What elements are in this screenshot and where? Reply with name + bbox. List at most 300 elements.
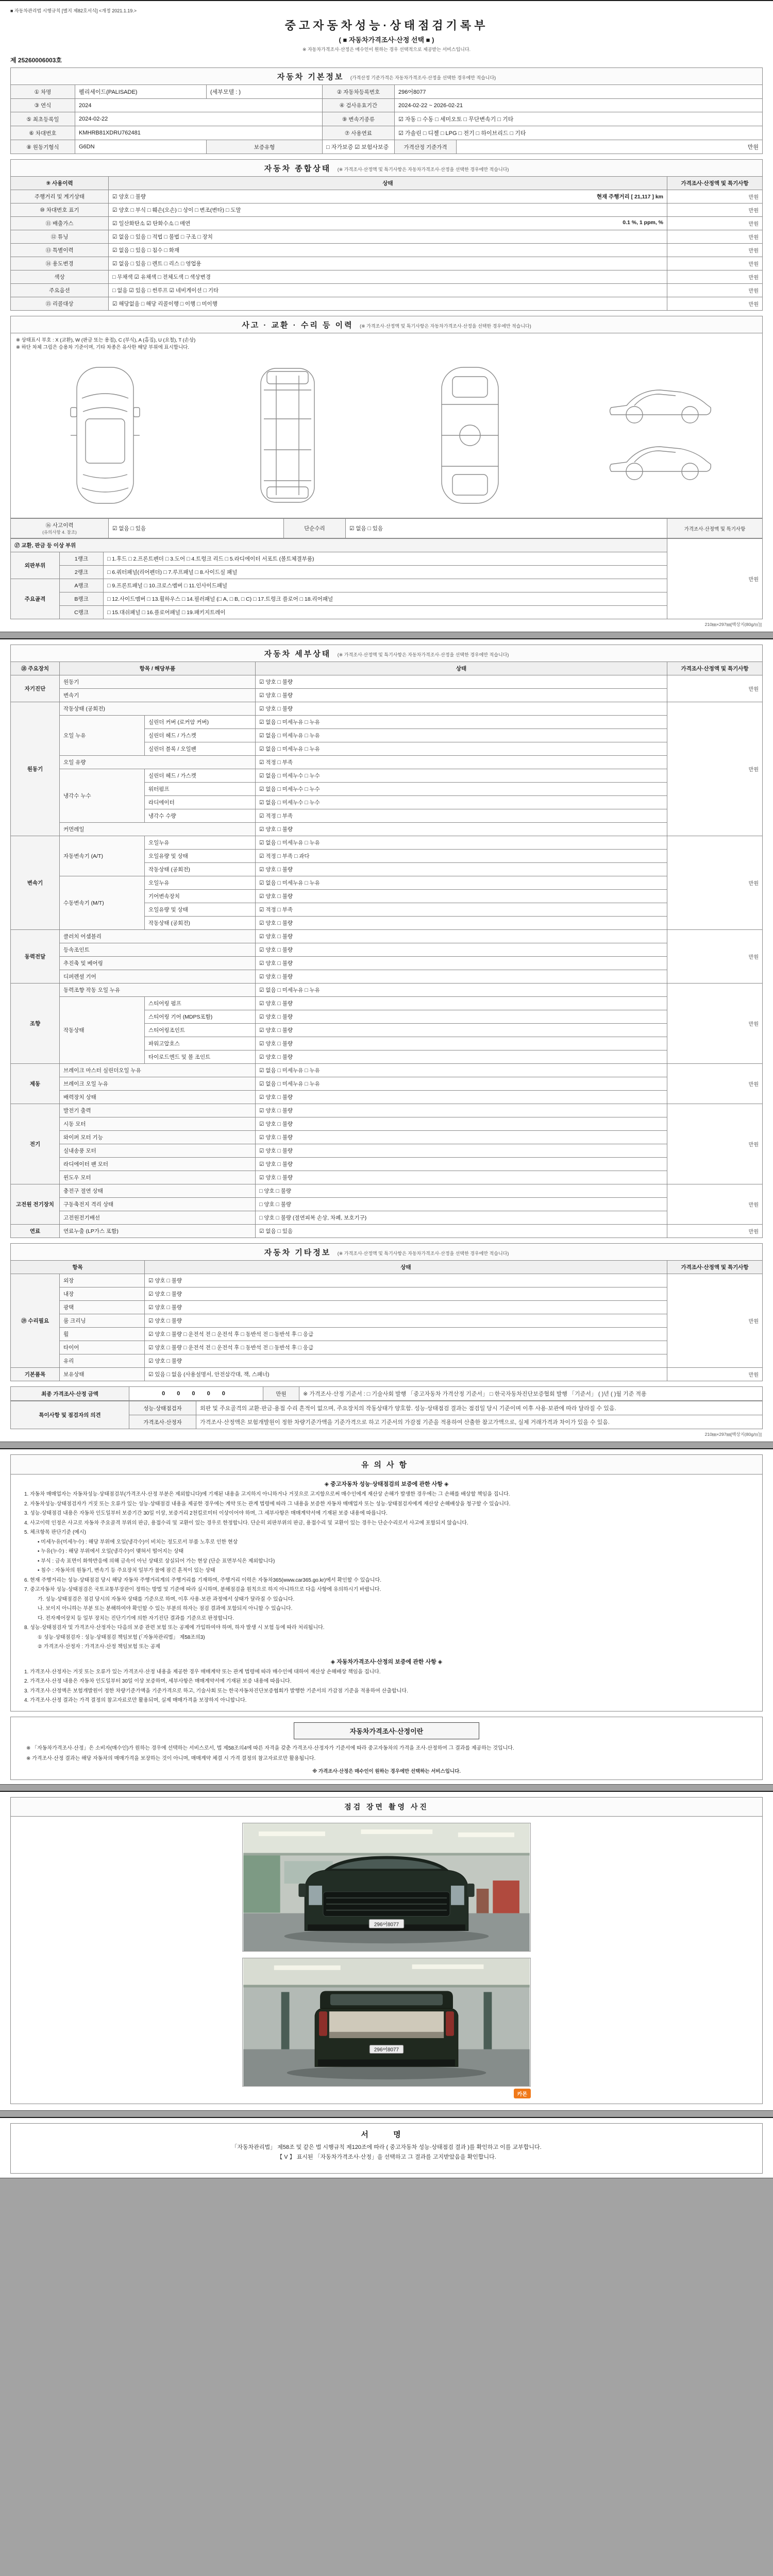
subitem-label: 파워고압호스 xyxy=(145,1037,256,1050)
notes-list-2 xyxy=(11,1668,762,1706)
state-checks: ☑ 없음 □ 있음 □ 침수 □ 화재 xyxy=(112,247,180,253)
item-label: 보유상태 xyxy=(60,1368,145,1381)
item-label: 고전원전기배선 xyxy=(60,1211,256,1225)
item-state: ☑ 없음 □ 미세누유 □ 누유 xyxy=(256,876,667,890)
device-category: 제동 xyxy=(11,1064,60,1104)
notes-list-1 xyxy=(11,1490,762,1652)
item-label: 커먼레일 xyxy=(60,823,256,836)
item-label: 윈도우 모터 xyxy=(60,1171,256,1184)
item-state: ☑ 없음 □ 미세누수 □ 누수 xyxy=(256,783,667,796)
basic-info-table xyxy=(10,84,763,154)
comprehensive-table xyxy=(10,176,763,311)
item-state: ☑ 양호 □ 불량 xyxy=(145,1274,667,1287)
item-state: ☑ 양호 □ 불량 xyxy=(256,1037,667,1050)
detail-row xyxy=(11,1064,763,1077)
inspection-photo-rear xyxy=(242,1958,531,2087)
comp-row xyxy=(11,190,763,204)
item-state: ☑ 양호 □ 불량 xyxy=(256,702,667,716)
item-label: 변속기 xyxy=(60,689,256,702)
item-state: ☑ 양호 □ 불량 xyxy=(256,1117,667,1131)
price-column-header: 가격조사·산정액 및 특기사항 xyxy=(667,519,763,538)
simple-repair-state: ☑ 없음 □ 있음 xyxy=(346,519,667,538)
field-label: ③ 연식 xyxy=(11,99,75,112)
detail-row xyxy=(11,1158,763,1171)
detail-row xyxy=(11,1198,763,1211)
item-label: 등속조인트 xyxy=(60,943,256,957)
price-cell: 만원 xyxy=(667,1184,763,1225)
item-label: 연료누출 (LP가스 포함) xyxy=(60,1225,256,1238)
item-state: ☑ 양호 □ 불량 xyxy=(256,1104,667,1117)
detail-row xyxy=(11,675,763,689)
detail-row xyxy=(11,957,763,970)
detail-row xyxy=(11,689,763,702)
section-etc-title: 자동차 기타정보 xyxy=(264,1248,331,1257)
field-label: ⑤ 최초등록일 xyxy=(11,112,75,126)
state-checks: ☑ 해당없음 □ 해당 리콜이행 □ 이행 □ 미이행 xyxy=(112,301,217,307)
rank-category: 외판부위 xyxy=(11,552,60,579)
note-line: ① 성능·상태점검자 : 성능·상태점검 책임보험 (「자동차관리법」 제58조의3) xyxy=(38,1634,205,1640)
rank-items: □ 1.후드 □ 2.프론트펜더 □ 3.도어 □ 4.트렁크 리드 □ 5.라디에이터 서포트 (볼트체결부품) xyxy=(104,552,667,566)
item-label: 내장 xyxy=(60,1287,145,1301)
item-label: 냉각수 누수 xyxy=(60,769,145,823)
item-label: 휠 xyxy=(60,1328,145,1341)
state-checks: ☑ 없음 □ 있음 □ 렌트 □ 리스 □ 영업용 xyxy=(112,261,201,267)
accident-history-state: ☑ 없음 □ 있음 xyxy=(109,519,284,538)
price-cell: 만원 xyxy=(667,1274,763,1368)
detail-row xyxy=(11,716,763,729)
price-cell: 만원 xyxy=(667,230,763,244)
note-line: ② 가격조사·산정자 : 가격조사·산정 책임보험 또는 공제 xyxy=(38,1644,160,1650)
item-state: ☑ 양호 □ 불량 xyxy=(145,1301,667,1314)
state-checks: ☑ 일산화탄소 ☑ 탄화수소 □ 매연 xyxy=(112,221,191,227)
table-header-row xyxy=(11,662,763,675)
section-etc-header xyxy=(10,1243,763,1260)
table-row xyxy=(11,519,763,538)
item-label: 라디에이터 팬 모터 xyxy=(60,1158,256,1171)
item-state: ☑ 없음 □ 미세누유 □ 누유 xyxy=(256,1077,667,1091)
subitem-label: 작동상태 (공회전) xyxy=(145,917,256,930)
field-value: ☑ 가솔린 □ 디젤 □ LPG □ 전기 □ 하이브리드 □ 기타 xyxy=(395,126,763,140)
item-label: 오일 누유 xyxy=(60,716,145,756)
item-label: 자동변속기 (A/T) xyxy=(60,836,145,876)
car-diagram-side-views xyxy=(575,358,745,513)
photo-section xyxy=(10,1797,763,2104)
device-category: 조향 xyxy=(11,984,60,1064)
detail-row xyxy=(11,1171,763,1184)
subitem-label: 실린더 헤드 / 가스켓 xyxy=(145,729,256,742)
item-state: ☑ 양호 □ 불량 xyxy=(256,1171,667,1184)
note-line: 다. 전자제어장치 등 일부 장치는 진단기기에 의한 자기진단 결과를 기준으로 판정합니다. xyxy=(38,1615,234,1621)
subitem-label: 워터펌프 xyxy=(145,783,256,796)
price-cell: 만원 xyxy=(667,1064,763,1104)
item-state xyxy=(109,244,667,257)
item-label: 색상 xyxy=(11,270,109,284)
photo-watermark xyxy=(242,2089,531,2098)
device-category: 연료 xyxy=(11,1225,60,1238)
note-line: 4. 사고이력 인정은 사고로 자동차 주요골격 부위의 판금, 용접수리 및 교환이 있는 경우로 한정합니다. 단순히 외판부위의 판금, 용접수리 및 교환이 있는 경우는 단순수리로서 사고에 포함되지 않습니다. xyxy=(24,1520,468,1526)
detail-row xyxy=(11,1144,763,1158)
section-basic-note: (가격산정 기준가격은 자동차가격조사·산정을 선택한 경우에만 적습니다) xyxy=(350,75,496,80)
exchange-rank-table xyxy=(10,538,763,619)
document-number: 제 25260006003호 xyxy=(10,57,62,64)
section-accident-title: 사고 · 교환 · 수리 등 이력 xyxy=(242,321,354,330)
item-state: ☑ 양호 □ 불량 xyxy=(256,1010,667,1024)
page-5 xyxy=(0,2117,773,2179)
table-row xyxy=(11,112,763,126)
item-label: ⑩ 차대번호 표기 xyxy=(11,204,109,217)
item-state: ☑ 없음 □ 미세누유 □ 누유 xyxy=(256,1064,667,1077)
note-line: 4. 가격조사·산정 결과는 가격 결정의 참고자료로만 활용되며, 실제 매매가격을 보장하지 아니합니다. xyxy=(24,1698,247,1703)
item-state: ☑ 양호 □ 불량 xyxy=(256,1144,667,1158)
item-state: ☑ 양호 □ 불량 xyxy=(256,1091,667,1104)
column-header: 항목 xyxy=(11,1261,145,1274)
comp-row xyxy=(11,257,763,270)
document-subtitle: ( ■ 자동차가격조사·산정 선택 ■ ) xyxy=(339,36,434,44)
price-basis-note: ※ 가격조사·산정 기준서 : □ 기술사회 발행 「중고자동차 가격산정 기준서」 □ 한국자동차진단보증협회 발행 「기준서」 ( )년 ( )월 기준 적용 xyxy=(299,1387,763,1401)
item-state: ☑ 양호 □ 불량 xyxy=(145,1354,667,1368)
item-state xyxy=(109,270,667,284)
detail-row xyxy=(11,1117,763,1131)
item-state xyxy=(109,230,667,244)
price-appraisal-info-box xyxy=(10,1717,763,1780)
state-checks: ☑ 양호 □ 불량 xyxy=(112,194,146,200)
price-cell: 만원 xyxy=(667,1368,763,1381)
watermark-badge: 카몬 xyxy=(514,2089,531,2098)
comp-row xyxy=(11,284,763,297)
item-state: ☑ 없음 □ 미세누유 □ 누유 xyxy=(256,836,667,850)
state-checks: ☑ 양호 □ 부식 □ 훼손(오손) □ 상이 □ 변조(변타) □ 도말 xyxy=(112,207,241,213)
subitem-label: 실린더 블록 / 오일팬 xyxy=(145,742,256,756)
legend-symbols: ※ 상태표시 부호 : X (교환), W (판금 또는 용접), C (부식), A (흠집), U (요철), T (손상) xyxy=(16,337,196,343)
note-line: 1. 가격조사·산정자는 거짓 또는 오류가 있는 가격조사·산정 내용을 제공한 경우 매매계약 또는 관계 법령에 따라 매수인에 대하여 재산상 손해배상 책임을 집니다. xyxy=(24,1669,381,1675)
note-line: 가. 성능·상태점검은 점검 당시의 자동차 상태를 기준으로 하며, 이후 사용·보관 과정에서 상태가 달라질 수 있습니다. xyxy=(38,1596,295,1602)
detail-row xyxy=(11,756,763,769)
column-header: 가격조사·산정액 및 특기사항 xyxy=(667,1261,763,1274)
subitem-label: 작동상태 (공회전) xyxy=(145,863,256,876)
notes-subtitle-2: ◈ 자동차가격조사·산정의 보증에 관한 사항 ◈ xyxy=(330,1658,443,1665)
item-state: ☑ 없음 □ 있음 xyxy=(256,1225,667,1238)
rank-label: 2랭크 xyxy=(60,566,104,579)
price-cell: 만원 xyxy=(667,297,763,311)
form-reference: ■ 자동차관리법 시행규칙 [별지 제82호서식] <개정 2021.1.19.> xyxy=(10,8,137,13)
table-row xyxy=(11,126,763,140)
detail-row xyxy=(11,1091,763,1104)
item-state: ☑ 없음 □ 미세누수 □ 누수 xyxy=(256,796,667,809)
item-label: 오일 유량 xyxy=(60,756,256,769)
item-label: 브레이크 오일 누유 xyxy=(60,1077,256,1091)
price-cell: 만원 xyxy=(667,204,763,217)
device-category: 자기진단 xyxy=(11,675,60,702)
inspector-role-label: 성능·상태점검자 xyxy=(129,1401,196,1415)
note-line: • 미세누유(미세누수) : 해당 부위에 오일(냉각수)이 비치는 정도로서 부품 노후로 인한 현상 xyxy=(38,1539,238,1545)
item-state: ☑ 없음 □ 미세누유 □ 누유 xyxy=(256,984,667,997)
field-label: ② 자동차등록번호 xyxy=(323,85,395,99)
item-label: 주행거리 및 계기상태 xyxy=(11,190,109,204)
device-category: 기본품목 xyxy=(11,1368,60,1381)
subitem-label: 라디에이터 xyxy=(145,796,256,809)
item-state xyxy=(109,217,667,230)
rank-label: B랭크 xyxy=(60,592,104,606)
page-break xyxy=(0,632,773,638)
item-label: 배력장치 상태 xyxy=(60,1091,256,1104)
column-header: 상태 xyxy=(145,1261,667,1274)
paper-spec-note: 210㎜×297㎜[백상지(80g/㎡)] xyxy=(704,622,762,627)
detail-row xyxy=(11,1301,763,1314)
item-state: ☑ 적정 □ 부족 xyxy=(256,809,667,823)
car-diagram-underbody xyxy=(210,358,365,513)
rank-items: □ 9.프론트패널 □ 10.크로스멤버 □ 11.인사이드패널 xyxy=(104,579,667,592)
note-line: 5. 체크항목 판단기준 (예시) xyxy=(24,1530,86,1535)
field-value: □ 자가보증 ☑ 보험사보증 xyxy=(323,140,395,154)
item-label: 클러치 어셈블리 xyxy=(60,930,256,943)
item-state: ☑ 양호 □ 불량 xyxy=(256,1024,667,1037)
detail-row xyxy=(11,943,763,957)
item-state: □ 양호 □ 불량 xyxy=(256,1184,667,1198)
rank-row xyxy=(11,579,763,592)
final-price-table xyxy=(10,1386,763,1401)
column-header: ⑱ 주요장치 xyxy=(11,662,60,675)
price-cell: 만원 xyxy=(667,539,763,619)
section-detail-note: (※ 가격조사·산정액 및 특기사항은 자동차가격조사·산정을 선택한 경우에만 적습니다) xyxy=(337,652,509,657)
item-label: 구동축전지 격리 상태 xyxy=(60,1198,256,1211)
item-state xyxy=(109,204,667,217)
field-label: ④ 검사유효기간 xyxy=(323,99,395,112)
photo-section-title: 점검 장면 촬영 사진 xyxy=(11,1798,762,1817)
rank-label: C랭크 xyxy=(60,606,104,619)
item-label: 실내송풍 모터 xyxy=(60,1144,256,1158)
rank-row xyxy=(11,552,763,566)
note-line: 3. 성능·상태점검 내용은 자동차 인도일부터 보증기간 30일 이상, 보증거리 2천킬로미터 이상이어야 하며, 그 세부사항은 매매계약서에 기재된 보증 내용에 따릅니다. xyxy=(24,1511,388,1516)
page-4 xyxy=(0,1791,773,2111)
column-header: 가격조사·산정액 및 특기사항 xyxy=(667,662,763,675)
note-line: 1. 자동차 매매업자는 자동차성능·상태점검부(가격조사·산정 부분은 제외합니다)에 기재된 내용을 고지하지 아니하거나 거짓으로 고지함으로써 매수인에게 재산상 손해가 발생한 경우에는 그 손해를 배상할 책임을 집니다. xyxy=(24,1492,510,1497)
item-state: ☑ 양호 □ 불량 xyxy=(256,863,667,876)
comp-row xyxy=(11,204,763,217)
price-cell: 만원 xyxy=(667,675,763,702)
comp-row xyxy=(11,230,763,244)
item-state: ☑ 양호 □ 불량 xyxy=(256,997,667,1010)
detail-row xyxy=(11,1274,763,1287)
detail-row xyxy=(11,930,763,943)
item-state: ☑ 양호 □ 불량 xyxy=(256,823,667,836)
item-label: 수동변속기 (M/T) xyxy=(60,876,145,930)
subitem-label: 실린더 헤드 / 가스켓 xyxy=(145,769,256,783)
section-basic-title: 자동차 기본정보 xyxy=(277,73,344,81)
rank-items: □ 6.쿼터패널(리어펜더) □ 7.루프패널 □ 8.사이드실 패널 xyxy=(104,566,667,579)
field-value: 296어8077 xyxy=(395,85,763,99)
item-state: ☑ 양호 □ 불량 xyxy=(256,689,667,702)
subitem-label: 기어변속장치 xyxy=(145,890,256,903)
comp-row xyxy=(11,297,763,311)
column-header: ⑨ 사용이력 xyxy=(11,177,109,190)
etc-info-table xyxy=(10,1260,763,1381)
section-comp-title: 자동차 종합상태 xyxy=(264,164,331,173)
field-value: 펠리세이드(PALISADE) xyxy=(75,85,207,99)
section-accident-note: (※ 가격조사·산정액 및 특기사항은 자동차가격조사·산정을 선택한 경우에만 적습니다) xyxy=(360,324,531,329)
detail-row xyxy=(11,1354,763,1368)
section-comp-note: (※ 가격조사·산정액 및 특기사항은 자동차가격조사·산정을 선택한 경우에만 적습니다) xyxy=(337,167,509,172)
state-extra: 현재 주행거리 [ 21,117 ] km xyxy=(596,194,663,200)
item-state: ☑ 양호 □ 불량 □ 운전석 전 □ 운전석 후 □ 동반석 전 □ 동반석 후 □ 응급 xyxy=(145,1328,667,1341)
detail-row xyxy=(11,997,763,1010)
price-cell: 만원 xyxy=(667,270,763,284)
comp-row xyxy=(11,217,763,230)
state-extra: 0.1 %, 1 ppm, % xyxy=(623,219,663,226)
item-label: 작동상태 xyxy=(60,997,145,1064)
item-label: 시동 모터 xyxy=(60,1117,256,1131)
field-label: ⑨ 변속기종류 xyxy=(323,112,395,126)
field-value: 2024-02-22 xyxy=(75,112,323,126)
price-cell: 만원 xyxy=(667,1104,763,1184)
field-value: 2024-02-22 ~ 2026-02-21 xyxy=(395,99,763,112)
device-category: 원동기 xyxy=(11,702,60,836)
section-detail-title: 자동차 세부상태 xyxy=(264,650,331,658)
page-3 xyxy=(0,1448,773,1785)
detail-row xyxy=(11,1104,763,1117)
item-state: ☑ 양호 □ 불량 xyxy=(256,917,667,930)
rank-items: □ 15.대쉬패널 □ 16.플로어패널 □ 19.패키지트레이 xyxy=(104,606,667,619)
table-row xyxy=(11,1401,763,1415)
item-state: ☑ 양호 □ 불량 xyxy=(256,1158,667,1171)
state-checks: □ 무채색 ☑ 유채색 □ 전체도색 □ 색상변경 xyxy=(112,274,211,280)
subitem-label: 오일유량 및 상태 xyxy=(145,903,256,917)
notes-title: 유의사항 xyxy=(11,1455,762,1475)
signature-section xyxy=(10,2123,763,2174)
field-value: G6DN xyxy=(75,140,207,154)
item-label: 외장 xyxy=(60,1274,145,1287)
signature-title: 서 명 xyxy=(361,2130,412,2139)
field-value: KMHRB81XDRU762481 xyxy=(75,126,323,140)
rank-row xyxy=(11,606,763,619)
column-header: 가격조사·산정액 및 특기사항 xyxy=(667,177,763,190)
detail-row xyxy=(11,1341,763,1354)
document-title: 중고자동차성능·상태점검기록부 xyxy=(284,19,489,32)
license-plate-rear: 296어8077 xyxy=(374,2047,399,2053)
detail-row xyxy=(11,1077,763,1091)
rank-items: □ 12.사이드멤버 □ 13.휠하우스 □ 14.필러패널 (□ A, □ B, □ C) □ 17.트렁크 플로어 □ 18.리어패널 xyxy=(104,592,667,606)
item-state xyxy=(109,190,667,204)
notes-section xyxy=(10,1454,763,1711)
item-state xyxy=(109,257,667,270)
item-label: 디퍼렌셜 기어 xyxy=(60,970,256,984)
detail-row xyxy=(11,823,763,836)
price-appraisal-info-note: ※ 가격조사·산정은 매수인이 원하는 경우에만 선택하는 서비스입니다. xyxy=(312,1768,461,1774)
item-label: ⑭ 용도변경 xyxy=(11,257,109,270)
column-header: 상태 xyxy=(109,177,667,190)
final-price-label: 최종 가격조사·산정 금액 xyxy=(11,1387,129,1401)
field-label: ① 차명 xyxy=(11,85,75,99)
price-appraisal-info-line: ※ 「자동차가격조사·산정」은 소비자(매수인)가 원하는 경우에 선택하는 서비스로서, 법 제58조의4에 따른 자격을 갖춘 가격조사·산정자가 기준서에 따라 중고자동차의 가격을 조사·산정하여 그 결과를 제공하는 것입니다. xyxy=(26,1745,514,1751)
page-break xyxy=(0,2111,773,2117)
item-label: 광택 xyxy=(60,1301,145,1314)
label-ref: (유의사항 4. 참조) xyxy=(42,530,77,535)
item-state: ☑ 양호 □ 불량 xyxy=(256,943,667,957)
table-row xyxy=(11,1387,763,1401)
section-comp-header xyxy=(10,159,763,176)
note-line: • 침수 : 자동차의 원동기, 변속기 등 주요장치 일부가 물에 잠긴 흔적이 있는 상태 xyxy=(38,1568,215,1573)
item-label: 주요옵션 xyxy=(11,284,109,297)
subitem-label: 오일누유 xyxy=(145,836,256,850)
price-cell: 만원 xyxy=(667,244,763,257)
note-line: 3. 가격조사·산정액은 보험개발원이 정한 차량기준가액을 기준가격으로 하고, 기술사회 또는 한국자동차진단보증협회가 발행한 기준서의 가감점 기준을 적용하여 산출합니다. xyxy=(24,1688,408,1694)
car-diagrams xyxy=(10,353,763,518)
detail-row xyxy=(11,1131,763,1144)
note-line: 8. 성능·상태점검자 및 가격조사·산정자는 다음의 보증 관련 보험 또는 공제에 가입하여야 하며, 하자 발생 시 보험 등에 따라 처리됩니다. xyxy=(24,1625,325,1631)
item-state: ☑ 없음 □ 미세누유 □ 누유 xyxy=(256,742,667,756)
signature-line-2: 【 V 】 표시된 「자동차가격조사·산정」을 선택하고 그 결과를 고지받았음을 확인합니다. xyxy=(277,2154,496,2161)
note-line: 2. 자동차성능·상태점검자가 거짓 또는 오류가 있는 성능·상태점검 내용을 제공한 경우에는 계약 또는 관계 법령에 따라 그 내용을 보증한 자동차 매매업자 또는 성능·상태점검자에게 재산상 손해배상을 청구할 수 있습니다. xyxy=(24,1501,511,1507)
item-label: 유리 xyxy=(60,1354,145,1368)
state-checks: □ 없음 ☑ 있음 □ 썬루프 ☑ 네비게이션 □ 기타 xyxy=(112,287,219,294)
table-header-row xyxy=(11,1261,763,1274)
price-appraisal-info-title: 자동차가격조사·산정이란 xyxy=(294,1722,479,1739)
item-state: □ 양호 □ 불량 (절연피복 손상, 차폐, 보호기구) xyxy=(256,1211,667,1225)
subitem-label: 타이로드엔드 및 볼 조인트 xyxy=(145,1050,256,1064)
item-label: 원동기 xyxy=(60,675,256,689)
section-basic-header xyxy=(10,67,763,84)
detail-row xyxy=(11,1368,763,1381)
legend-note: ※ 하단 차체 그림은 승용차 기준이며, 기타 차종은 유사한 해당 부위에 표시합니다. xyxy=(16,345,189,350)
detail-row xyxy=(11,702,763,716)
rank-row xyxy=(11,592,763,606)
car-diagram-top-exterior xyxy=(28,358,182,513)
final-price-unit: 만원 xyxy=(263,1387,299,1401)
subitem-label: 스티어링 펌프 xyxy=(145,997,256,1010)
item-state: ☑ 적정 □ 부족 □ 과다 xyxy=(256,850,667,863)
item-state: ☑ 양호 □ 불량 xyxy=(145,1314,667,1328)
note-line: 6. 현재 주행거리는 성능·상태점검 당시 해당 자동차 주행거리계의 주행거리를 기재하며, 주행거리 이력은 자동차365(www.car365.go.kr)에서 확인할 수 있습니다. xyxy=(24,1577,382,1583)
item-state: ☑ 양호 □ 불량 xyxy=(256,1050,667,1064)
item-label: ⑮ 리콜대상 xyxy=(11,297,109,311)
page-break xyxy=(0,1785,773,1791)
detail-row xyxy=(11,1287,763,1301)
final-price-amount: 0 0 0 0 0 xyxy=(129,1387,263,1401)
item-label: ⑪ 배출가스 xyxy=(11,217,109,230)
state-checks: ☑ 없음 □ 있음 □ 적법 □ 불법 □ 구조 □ 장치 xyxy=(112,234,213,240)
price-cell: 만원 xyxy=(667,217,763,230)
item-state: ☑ 양호 □ 불량 xyxy=(256,1131,667,1144)
detail-row xyxy=(11,836,763,850)
field-value: (세부모델 : ) xyxy=(207,85,323,99)
item-state: ☑ 양호 □ 불량 xyxy=(256,890,667,903)
page-break xyxy=(0,1442,773,1448)
item-label: 추진축 및 베어링 xyxy=(60,957,256,970)
detail-row xyxy=(11,769,763,783)
subitem-label: 냉각수 수량 xyxy=(145,809,256,823)
field-value: ☑ 자동 □ 수동 □ 세미오토 □ 무단변속기 □ 기타 xyxy=(395,112,763,126)
license-plate-front: 296어8077 xyxy=(374,1921,399,1927)
note-line: 2. 가격조사·산정 내용은 자동차 인도일부터 30일 이상 보증하며, 세부사항은 매매계약서에 기재된 보증 내용에 따릅니다. xyxy=(24,1679,292,1684)
detail-row xyxy=(11,876,763,890)
subitem-label: 스티어링 기어 (MDPS포함) xyxy=(145,1010,256,1024)
device-category: 동력전달 xyxy=(11,930,60,984)
device-category: ⑲ 수리필요 xyxy=(11,1274,60,1368)
price-cell: 만원 xyxy=(667,836,763,930)
appraiser-opinion: 가격조사·산정액은 보험개발원이 정한 차량기준가액을 기준가격으로 하고 기준서의 가감점 기준을 적용하여 산출한 참고가액으로, 실제 거래가격과 차이가 있을 수 있음. xyxy=(196,1415,763,1429)
note-line: 7. 중고자동차 성능·상태점검은 국토교통부장관이 정하는 방법 및 기준에 따라 실시하며, 분해점검을 원칙으로 하지 아니하므로 다음 사항에 유의하시기 바랍니다. xyxy=(24,1587,381,1592)
detail-row xyxy=(11,970,763,984)
label-text: ⑯ 사고이력 xyxy=(45,522,74,529)
field-label: ⑧ 원동기형식 xyxy=(11,140,75,154)
accident-legend xyxy=(10,333,763,353)
price-cell: 만원 xyxy=(667,1225,763,1238)
detail-row xyxy=(11,1184,763,1198)
price-cell: 만원 xyxy=(667,930,763,984)
item-state: ☑ 양호 □ 불량 xyxy=(256,675,667,689)
price-cell: 만원 xyxy=(667,984,763,1064)
field-label: ⑥ 차대번호 xyxy=(11,126,75,140)
opinion-table xyxy=(10,1401,763,1429)
